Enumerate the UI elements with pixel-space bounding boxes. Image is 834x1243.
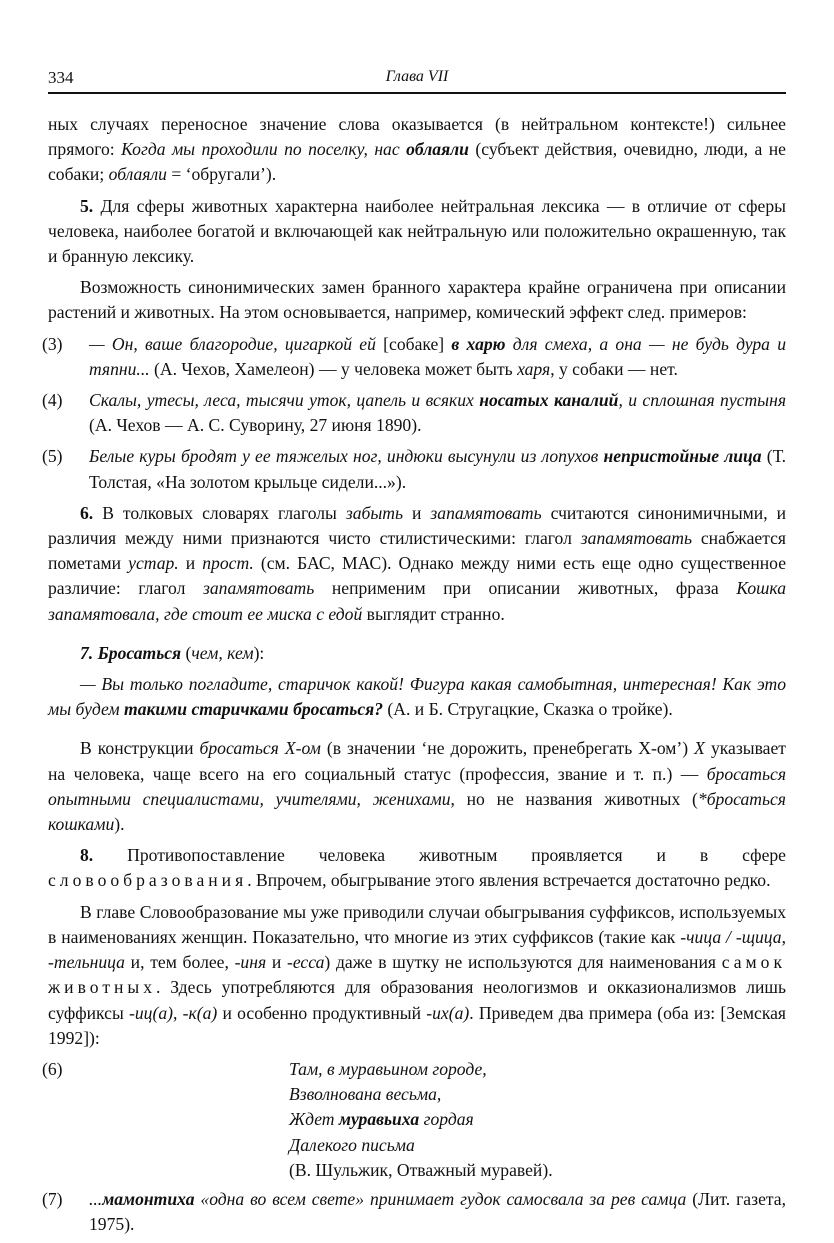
chapter-title: Глава VII	[385, 68, 449, 85]
text-run: ...	[89, 1188, 103, 1209]
text-run: -чица / -щица	[680, 926, 782, 947]
text-run: бросаться опытными специалистами, учителями, женихами	[48, 763, 786, 809]
text-run: Далекого письма	[289, 1134, 415, 1155]
text-run: . Здесь употребляются для образования неологизмов и окказионализмов лишь суффиксы	[48, 977, 786, 1023]
example-text	[89, 388, 786, 438]
text-run: (Лит. газета, 1975).	[89, 1188, 786, 1235]
page-body	[42, 112, 787, 1237]
text-run: , но не названия животных (	[450, 788, 698, 809]
text-run: , у собаки — нет.	[550, 358, 678, 379]
text-run: запамятовать	[430, 502, 542, 523]
text-run: 6.	[80, 502, 94, 523]
book-page	[42, 62, 787, 1243]
text-run: для смеха, а она — не будь дура и тяпни...	[89, 333, 787, 379]
text-run: = ‘обругали’).	[166, 164, 277, 185]
text-run: носатых каналий	[479, 390, 619, 411]
text-run: -иц(а)	[129, 1002, 173, 1023]
poem-example	[42, 1057, 786, 1183]
poem-line	[289, 1057, 553, 1082]
running-header	[48, 62, 786, 94]
text-run: (см. БАС, МАС). Однако между ними есть еще одно существенное различие: глагол	[48, 553, 787, 599]
text-run: В конструкции	[80, 738, 200, 759]
example-number: (6)	[42, 1058, 63, 1079]
paragraph	[48, 641, 786, 666]
text-run: Взволнована весьма,	[289, 1084, 442, 1105]
text-run: и	[178, 553, 203, 574]
text-run: Когда мы проходили по поселку, нас	[121, 139, 407, 160]
text-run: «одна во всем свете» принимает гудок самосвала за рев самца	[194, 1188, 687, 1209]
text-run: -тельница	[48, 952, 125, 973]
text-run: устар.	[128, 553, 179, 574]
text-run: такими старичками бросаться?	[124, 699, 383, 720]
example-number: (4)	[42, 390, 63, 411]
text-run: харя	[517, 358, 551, 379]
text-run: (В. Шульжик, Отважный муравей).	[289, 1159, 553, 1180]
text-run: 7. Бросаться	[80, 642, 182, 663]
numbered-example	[42, 444, 786, 494]
text-run: Возможность синонимических замен бранного характера крайне ограничена при описании растений и животных. На этом основывается, например, комический эффект след. примеров:	[48, 277, 786, 323]
text-run: , и сплошная пустыня	[618, 390, 787, 411]
text-run: -есса	[287, 952, 325, 973]
text-run: . Впрочем, обыгрывание этого явления встречается достаточно редко.	[247, 870, 771, 891]
text-run: бросаться Х-ом	[199, 738, 321, 759]
text-run: гордая	[419, 1109, 474, 1130]
text-run: указывает на человека, чаще всего на его социальный статус (профессия, звание и т. п.) —	[48, 738, 786, 784]
page-number: 334	[48, 68, 74, 87]
example-text	[89, 332, 786, 382]
text-run: считаются синонимичными, и различия между ними признаются чисто стилистическими: глагол	[48, 502, 787, 549]
text-run: муравьиха	[338, 1109, 420, 1130]
text-run: В толковых словарях глаголы	[93, 502, 346, 523]
text-run: (А. Чехов, Хамелеон) — у человека может быть	[149, 358, 518, 379]
text-run: Для сферы животных характерна наиболее нейтральная лексика — в отличие от сферы человека, наиболее богатой и включающей как нейтральную или положительно окрашенную, так и бранную лексику.	[48, 195, 786, 267]
paragraph	[48, 843, 786, 893]
text-run: выглядит странно.	[362, 603, 505, 624]
text-run: Противопоставление человека животным проявляется и в сфере	[93, 845, 786, 866]
example-text	[89, 444, 786, 494]
text-run: В главе Словообразование мы уже приводили случаи обыгрывания суффиксов, используемых в наименованиях женщин. Показательно, что многие из этих суффиксов (такие как	[48, 901, 786, 947]
text-run: и, тем более,	[124, 952, 235, 973]
paragraph	[48, 672, 786, 722]
paragraph	[48, 112, 786, 188]
text-run: (Т. Толстая, «На золотом крыльце сидели...»).	[89, 446, 786, 492]
text-run: ) даже в шутку не используются для наименования	[324, 952, 722, 973]
paragraph	[48, 194, 786, 270]
text-run: — Вы только погладите, старичок какой! Фигура какая самобытная, интересная! Как это мы будем	[48, 674, 786, 720]
poem-line	[289, 1082, 553, 1107]
text-run: непристойные лица	[603, 446, 762, 467]
text-run: ных случаях переносное значение слова оказывается (в нейтральном контексте!) сильнее прямого:	[48, 114, 786, 160]
text-run: Кошка запамятовала, где стоит ее миска с едой	[48, 578, 786, 624]
text-run: неприменим при описании животных, фраза	[314, 578, 737, 599]
text-run: (	[181, 642, 192, 663]
text-run: Ждет	[289, 1109, 339, 1130]
text-run: (в значении ‘не дорожить, пренебрегать Х-ом’)	[320, 738, 695, 759]
text-run: ,	[781, 926, 786, 947]
example-number: (7)	[42, 1188, 63, 1209]
text-run: *бросаться кошками	[48, 788, 786, 835]
text-run: чем, кем	[191, 642, 254, 663]
text-run: -к(а)	[182, 1002, 218, 1023]
text-run: облаяли	[108, 164, 167, 185]
text-run: запамятовать	[580, 528, 692, 549]
example-number: (5)	[42, 446, 63, 467]
text-run: 8.	[80, 845, 94, 866]
text-run: Белые куры бродят у ее тяжелых ног, индюки высунули из лопухов	[89, 446, 604, 467]
example-number: (3)	[42, 333, 63, 354]
numbered-example	[42, 332, 787, 382]
text-run: (А. и Б. Стругацкие, Сказка о тройке).	[383, 699, 673, 720]
text-run: снабжается пометами	[48, 528, 787, 574]
text-run: и особенно продуктивный	[217, 1002, 427, 1023]
text-run: ):	[253, 642, 265, 663]
text-run: Там, в муравьином городе,	[289, 1058, 487, 1079]
poem-lines	[289, 1057, 553, 1183]
text-run: (субъект действия, очевидно, люди, а не собаки;	[48, 139, 786, 185]
paragraph	[48, 736, 786, 837]
text-run: словообразования	[48, 870, 248, 891]
text-run: ,	[173, 1002, 183, 1023]
text-run: ).	[114, 814, 125, 835]
text-run: прост.	[202, 553, 254, 574]
paragraph	[48, 900, 786, 1051]
text-run: Скалы, утесы, леса, тысячи уток, цапель и всяких	[89, 390, 480, 411]
text-run: . Приведем два примера (оба из: [Земская 1992]):	[48, 1002, 787, 1048]
text-run: 5.	[80, 195, 94, 216]
poem-line	[289, 1133, 553, 1158]
text-run: -иня	[234, 952, 267, 973]
text-run: самок животных	[48, 952, 786, 998]
paragraph	[48, 275, 786, 325]
numbered-example	[42, 388, 787, 438]
paragraph	[48, 501, 786, 627]
text-run: -их(а)	[426, 1002, 470, 1023]
text-run: — Он, ваше благородие, цигаркой ей	[89, 333, 384, 354]
text-run: и	[403, 502, 431, 523]
text-run: запамятовать	[203, 578, 315, 599]
text-run: и	[266, 952, 287, 973]
text-run: (А. Чехов — А. С. Суворину, 27 июня 1890).	[89, 415, 422, 436]
text-run: в харю	[451, 333, 506, 354]
text-run: мамонтиха	[102, 1188, 195, 1209]
poem-line	[289, 1158, 553, 1183]
text-run: облаяли	[406, 139, 469, 160]
text-run: забыть	[345, 502, 404, 523]
text-run: [собаке]	[383, 333, 452, 354]
text-run: Х	[694, 738, 705, 759]
poem-line	[289, 1107, 553, 1132]
